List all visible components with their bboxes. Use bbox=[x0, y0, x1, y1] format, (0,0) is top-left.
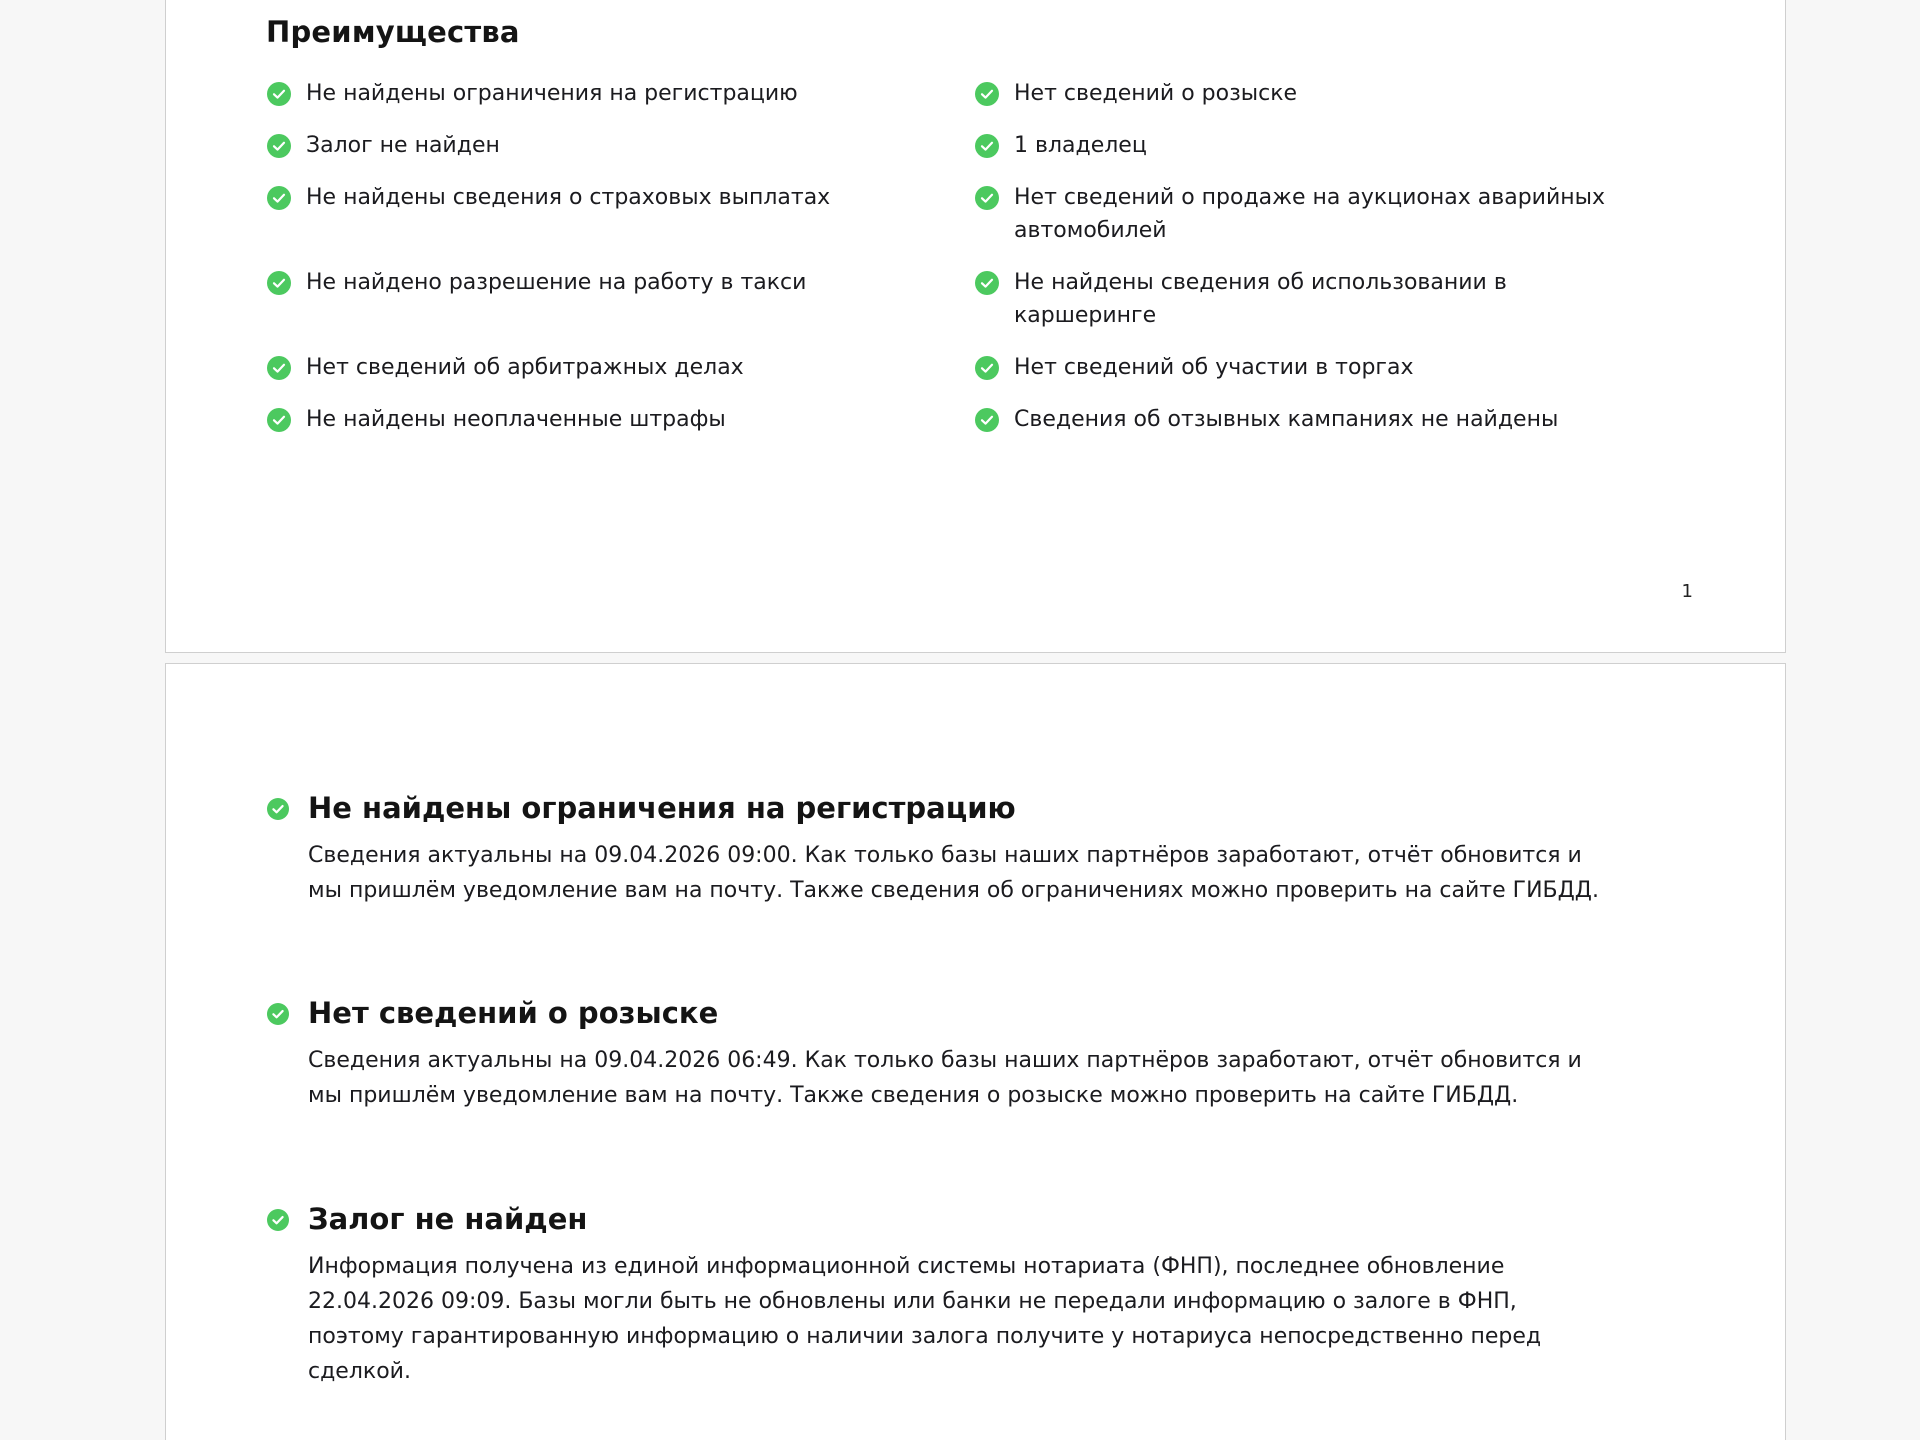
advantage-text: Нет сведений об арбитражных делах bbox=[306, 355, 744, 380]
detail-section bbox=[266, 788, 1626, 908]
detail-title-text: Нет сведений о розыске bbox=[308, 996, 719, 1030]
advantage-text: Не найдены неоплаченные штрафы bbox=[306, 407, 726, 432]
document-page-2 bbox=[165, 663, 1786, 1440]
advantage-item bbox=[266, 403, 946, 436]
advantage-text: Не найдены сведения об использовании в каршеринге bbox=[1014, 270, 1507, 328]
check-circle-icon bbox=[267, 798, 289, 820]
advantage-text: Нет сведений о продаже на аукционах аварийных автомобилей bbox=[1014, 185, 1606, 243]
advantage-text: Нет сведений об участии в торгах bbox=[1014, 355, 1414, 380]
check-circle-icon bbox=[267, 356, 291, 380]
advantage-text: Залог не найден bbox=[306, 133, 500, 158]
advantage-item bbox=[266, 351, 946, 384]
advantage-text: Сведения об отзывных кампаниях не найдены bbox=[1014, 407, 1559, 432]
detail-section bbox=[266, 1199, 1626, 1389]
advantage-item bbox=[266, 266, 946, 299]
detail-title-text: Залог не найден bbox=[308, 1202, 588, 1236]
check-circle-icon bbox=[267, 134, 291, 158]
advantage-text: Не найдены сведения о страховых выплатах bbox=[306, 185, 831, 210]
advantages-list-left bbox=[266, 77, 946, 436]
detail-title bbox=[266, 788, 1626, 828]
check-circle-icon bbox=[975, 408, 999, 432]
advantage-text: Не найдено разрешение на работу в такси bbox=[306, 270, 807, 295]
advantage-item bbox=[974, 266, 1554, 332]
check-circle-icon bbox=[975, 271, 999, 295]
advantage-item bbox=[266, 77, 946, 110]
detail-text: Сведения актуальны на 09.04.2026 06:49. Как только базы наших партнёров заработают, отчёт обновится и мы пришлём уведомление вам на почту. Также сведения о розыске можно проверить на сайте ГИБДД. bbox=[308, 1048, 1582, 1108]
check-circle-icon bbox=[975, 186, 999, 210]
detail-text: Информация получена из единой информационной системы нотариата (ФНП), последнее обновление 22.04.2026 09:09. Базы могли быть не обновлены или банки не передали информацию о залоге в ФНП, поэтому гарантированную информацию о наличии залога получите у нотариуса непосредственно перед сделкой. bbox=[308, 1254, 1542, 1384]
advantage-item bbox=[266, 129, 946, 162]
advantage-item bbox=[974, 351, 1694, 384]
detail-text: Сведения актуальны на 09.04.2026 09:00. Как только базы наших партнёров заработают, отчёт обновится и мы пришлём уведомление вам на почту. Также сведения об ограничениях можно проверить на сайте ГИБДД. bbox=[308, 843, 1599, 903]
check-circle-icon bbox=[975, 134, 999, 158]
detail-title bbox=[266, 1199, 1626, 1239]
detail-section bbox=[266, 993, 1626, 1113]
detail-title-text: Не найдены ограничения на регистрацию bbox=[308, 791, 1016, 825]
check-circle-icon bbox=[267, 1003, 289, 1025]
advantage-text: 1 владелец bbox=[1014, 133, 1147, 158]
check-circle-icon bbox=[267, 186, 291, 210]
advantage-item bbox=[974, 181, 1694, 247]
check-circle-icon bbox=[267, 271, 291, 295]
advantage-text: Не найдены ограничения на регистрацию bbox=[306, 81, 798, 106]
check-circle-icon bbox=[267, 82, 291, 106]
advantages-heading: Преимущества bbox=[266, 15, 520, 49]
check-circle-icon bbox=[975, 82, 999, 106]
advantage-item bbox=[974, 403, 1694, 436]
advantages-list-right bbox=[974, 77, 1694, 436]
advantage-item bbox=[974, 77, 1694, 110]
advantage-text: Нет сведений о розыске bbox=[1014, 81, 1298, 106]
detail-title bbox=[266, 993, 1626, 1033]
check-circle-icon bbox=[975, 356, 999, 380]
advantage-item bbox=[266, 181, 946, 214]
document-page-1 bbox=[165, 0, 1786, 653]
check-circle-icon bbox=[267, 1209, 289, 1231]
page-number: 1 bbox=[1681, 581, 1693, 602]
advantage-item bbox=[974, 129, 1694, 162]
check-circle-icon bbox=[267, 408, 291, 432]
